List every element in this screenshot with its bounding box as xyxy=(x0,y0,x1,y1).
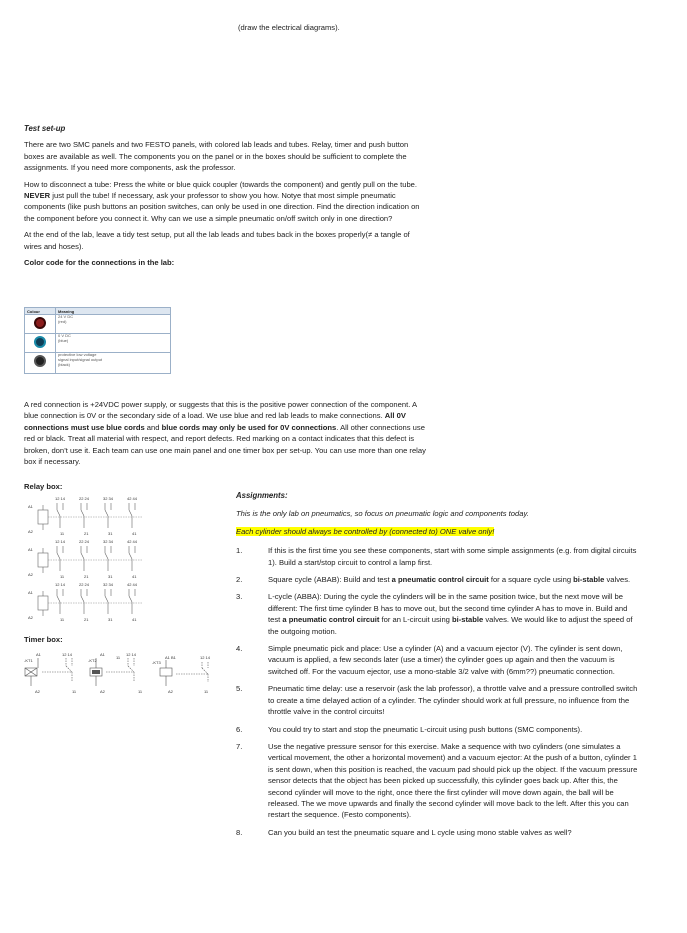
timer-a2: A2 xyxy=(35,689,40,694)
list-item xyxy=(236,574,640,585)
relay-top-label: 32 34 xyxy=(103,582,114,587)
list-item xyxy=(236,545,640,568)
item-text: for an L-circuit using xyxy=(379,615,453,625)
relay-top-label: 22 24 xyxy=(79,539,90,544)
relay-coil xyxy=(38,510,48,524)
list-item xyxy=(236,643,640,677)
relay-top-label: 32 34 xyxy=(103,539,114,544)
item-number: 3. xyxy=(236,592,243,602)
list-item xyxy=(236,741,640,821)
relay-box-diagram xyxy=(24,494,159,622)
para2-never: NEVER xyxy=(24,191,51,201)
relay-top-label: 32 34 xyxy=(103,496,114,501)
relay-unit xyxy=(28,496,142,536)
timer-a1: A1 xyxy=(100,652,105,657)
color-code-heading: Color code for the connections in the lab: xyxy=(24,258,175,268)
timer-box-diagram xyxy=(22,650,218,696)
para2-text-b: just pull the tube! If necessary, ask your professor to show you how. Notye that most simple pneumatic components (like push buttons an position switches, can only be used in one direction. Find the direction indication on the component before you connect it. Why can we use a simple pneumatic on/off switch only in one direction? xyxy=(24,191,420,223)
item-number: 7. xyxy=(236,741,243,751)
blue-socket-icon xyxy=(34,336,46,348)
item-number: 5. xyxy=(236,684,243,694)
relay-coil xyxy=(38,553,48,567)
relay-bottom-label: 31 xyxy=(108,574,113,579)
assignments-heading: Assignments: xyxy=(236,491,288,500)
item-text: Use the negative pressure sensor for this exercise. Make a sequence with two cylinders (one simulates a vertical movement, the other a horizontal movement) and a vacuum ejector: At the push of a button, cylinder 1 is sent down, when this position is reached, the vacuum pad should pick up the object. If the vacuum pressure sensor detects that the object has been picked up successfully, this cylinder goes back up. After this, the second cylinder will move to the right, once there the first cylinder will move down again, the ball will be released. The we move upwards and finally the second cylinder will move back to the left. After this you can restart the sequence. (Festo components). xyxy=(268,741,638,820)
item-number: 2. xyxy=(236,575,243,585)
relay-contact xyxy=(129,546,135,571)
item-text: Can you build an test the pneumatic square and L cycle using mono stable valves as well? xyxy=(268,827,572,837)
relay-top-label: 12 14 xyxy=(55,539,66,544)
relay-top-label: 42 44 xyxy=(127,539,138,544)
relay-bottom-label: 11 xyxy=(60,617,65,622)
relay-a1: A1 xyxy=(28,590,33,595)
timer-contact-label: 12 14 xyxy=(200,655,211,660)
relay-bottom-label: 11 xyxy=(60,574,65,579)
timer-kt3-label: -KT3 xyxy=(152,660,161,665)
connection-text-e: . All other connections use red or black. Treat all material with respect, and report defects. Red marking on a contact indicates that this defect is broken, don’t use it. Each team can use one main panel and one timer box per set-up. You can use more than one relay box if necessary. xyxy=(24,422,426,467)
item-number: 6. xyxy=(236,724,243,734)
test-setup-section xyxy=(24,123,426,268)
item-text: Pneumatic time delay: use a reservoir (ask the lab professor), a throttle valve and a pressure controlled switch to create a time delayed action of a cylinder. The cylinder should work at full pressure, no influence from the throttle valve in the control circuits! xyxy=(268,684,638,717)
item-bold: a pneumatic control circuit xyxy=(391,575,489,585)
meaning-line: signal input/signal output xyxy=(58,356,103,362)
connection-paragraph xyxy=(24,399,426,467)
relay-a2: A2 xyxy=(28,572,33,577)
color-row-red xyxy=(25,315,171,334)
test-setup-para-1: There are two SMC panels and two FESTO panels, with colored lab leads and tubes. Relay, timer and push button boxes are available as well. The components you on the panel or in the boxes should be sufficient to complete the assignments. If you need more components, ask the professor. xyxy=(24,140,409,173)
black-socket-icon xyxy=(34,355,46,367)
timer-contact-label: 12 14 xyxy=(126,652,137,657)
list-item xyxy=(236,683,640,717)
item-number: 1. xyxy=(236,546,243,556)
red-socket-icon xyxy=(34,317,46,329)
timer-kt1 xyxy=(24,652,77,694)
item-text: for a square cycle using xyxy=(488,575,574,585)
connection-bold-1: All 0V connections must use blue cords xyxy=(24,411,406,432)
timer-contact-11: 11 xyxy=(116,655,121,660)
relay-bottom-label: 21 xyxy=(84,574,89,579)
test-setup-para-2 xyxy=(24,179,426,225)
relay-contact xyxy=(105,546,111,571)
relay-a1: A1 xyxy=(28,547,33,552)
para2-text-a: How to disconnect a tube: Press the white or blue quick coupler (towards the component) and gently pull on the tube. xyxy=(24,179,417,189)
meaning-line: (black) xyxy=(58,361,71,367)
relay-top-label: 12 14 xyxy=(55,582,66,587)
relay-contact xyxy=(81,503,87,528)
meaning-line: 24 V DC xyxy=(58,314,74,319)
relay-unit xyxy=(28,582,142,622)
timer-kt3 xyxy=(152,655,211,694)
meaning-line: (red) xyxy=(58,318,67,324)
assignments-highlight xyxy=(236,526,640,537)
timer-a1: A1 xyxy=(36,652,41,657)
assignments-section xyxy=(236,490,640,844)
list-item xyxy=(236,827,640,838)
item-bold: bi-stable xyxy=(573,575,605,585)
timer-contact-label: 12 14 xyxy=(62,652,73,657)
timer-a2: A2 xyxy=(168,689,173,694)
highlight-text: Each cylinder should always be controlled by (connected to) ONE valve only! xyxy=(236,526,495,536)
relay-contact xyxy=(57,546,63,571)
relay-bottom-label: 31 xyxy=(108,617,113,622)
timer-contact-11: 11 xyxy=(72,689,77,694)
connection-text-c: and xyxy=(144,422,162,432)
timer-kt1-label: -KT1 xyxy=(24,658,33,663)
timer-a1b1: A1 B1 xyxy=(165,655,176,660)
col-meaning-header: Meaning xyxy=(56,308,171,315)
list-item xyxy=(236,591,640,637)
color-code-table-wrap xyxy=(24,307,171,374)
item-text: valves. xyxy=(604,575,631,585)
timer-a2: A2 xyxy=(100,689,105,694)
relay-contact xyxy=(57,589,63,614)
relay-contact xyxy=(57,503,63,528)
relay-bottom-label: 11 xyxy=(60,531,65,536)
timer-kt2 xyxy=(88,652,143,694)
relay-contact xyxy=(105,503,111,528)
relay-bottom-label: 31 xyxy=(108,531,113,536)
relay-bottom-label: 21 xyxy=(84,531,89,536)
assignments-intro: This is the only lab on pneumatics, so focus on pneumatic logic and components today. xyxy=(236,509,529,519)
item-bold: a pneumatic control circuit xyxy=(282,615,380,625)
connection-text-a: A red connection is +24VDC power supply, or suggests that this is the positive power connection of the component. A blue connection is 0V or the secondary side of a load. We use blue and red lab leads to make connections. xyxy=(24,400,417,421)
list-item xyxy=(236,724,640,735)
relay-top-label: 22 24 xyxy=(79,582,90,587)
relay-coil xyxy=(38,596,48,610)
item-text: You could try to start and stop the pneumatic L-circuit using push buttons (SMC components). xyxy=(268,724,583,734)
relay-bottom-label: 41 xyxy=(132,574,137,579)
meaning-line: (blue) xyxy=(58,337,69,343)
meaning-line: 0 V DC xyxy=(58,333,71,338)
item-text: Square cycle (ABAB): Build and test xyxy=(268,575,392,585)
relay-contact xyxy=(81,589,87,614)
relay-bottom-label: 41 xyxy=(132,531,137,536)
relay-contact xyxy=(129,503,135,528)
relay-contact xyxy=(105,589,111,614)
relay-top-label: 42 44 xyxy=(127,496,138,501)
relay-contact xyxy=(81,546,87,571)
timer-contact-11: 11 xyxy=(138,689,143,694)
col-colour-header: Colour xyxy=(25,308,56,315)
relay-a2: A2 xyxy=(28,529,33,534)
item-text: Simple pneumatic pick and place: Use a cylinder (A) and a vacuum ejector (V). The cylinder is sent down, vacuum is applied, a few seconds later (use a timer) the cylinder goes up again and then the vacuum is switched off. For the vacuum ejector, use a mono-stable 3/2 valve with (6mm??) pneumatic connection. xyxy=(268,644,623,676)
timer-contact-11: 11 xyxy=(204,689,209,694)
relay-bottom-label: 21 xyxy=(84,617,89,622)
top-line: (draw the electrical diagrams). xyxy=(238,23,340,32)
item-text: valves. We would like to adjust the speed of the outgoing motion. xyxy=(268,615,633,636)
item-text: L-cycle (ABBA): During the cycle the cylinders will be in the same position twice, but the next move will be different: The first time cylinder B has to move out, but the second time cylinder A has to move in. Build and test xyxy=(268,592,628,625)
color-code-table xyxy=(24,307,171,374)
item-number: 8. xyxy=(236,827,243,837)
item-number: 4. xyxy=(236,644,243,654)
relay-contact xyxy=(129,589,135,614)
relay-top-label: 12 14 xyxy=(55,496,66,501)
timer-kt2-label: -KT2 xyxy=(88,658,97,663)
test-setup-heading: Test set-up xyxy=(24,124,66,133)
relay-a1: A1 xyxy=(28,504,33,509)
color-row-black xyxy=(25,353,171,374)
assignments-list xyxy=(236,545,640,838)
color-row-blue xyxy=(25,334,171,353)
test-setup-para-3: At the end of the lab, leave a tidy test setup, put all the lab leads and tubes back in the boxes properly(≠ a tangle of wires and hoses). xyxy=(24,230,410,251)
timer-box-heading: Timer box: xyxy=(24,635,63,644)
item-text: If this is the first time you see these components, start with some simple assignments (e.g. from digital circuits 1). Build a start/stop circuit to control a lamp first. xyxy=(268,546,637,567)
relay-top-label: 42 44 xyxy=(127,582,138,587)
connection-bold-2: blue cords may only be used for 0V connections xyxy=(161,422,337,432)
relay-box-heading: Relay box: xyxy=(24,482,63,491)
relay-top-label: 22 24 xyxy=(79,496,90,501)
meaning-line: protective low voltage xyxy=(58,352,97,357)
item-bold: bi-stable xyxy=(452,615,484,625)
relay-bottom-label: 41 xyxy=(132,617,137,622)
relay-a2: A2 xyxy=(28,615,33,620)
relay-unit xyxy=(28,539,142,579)
